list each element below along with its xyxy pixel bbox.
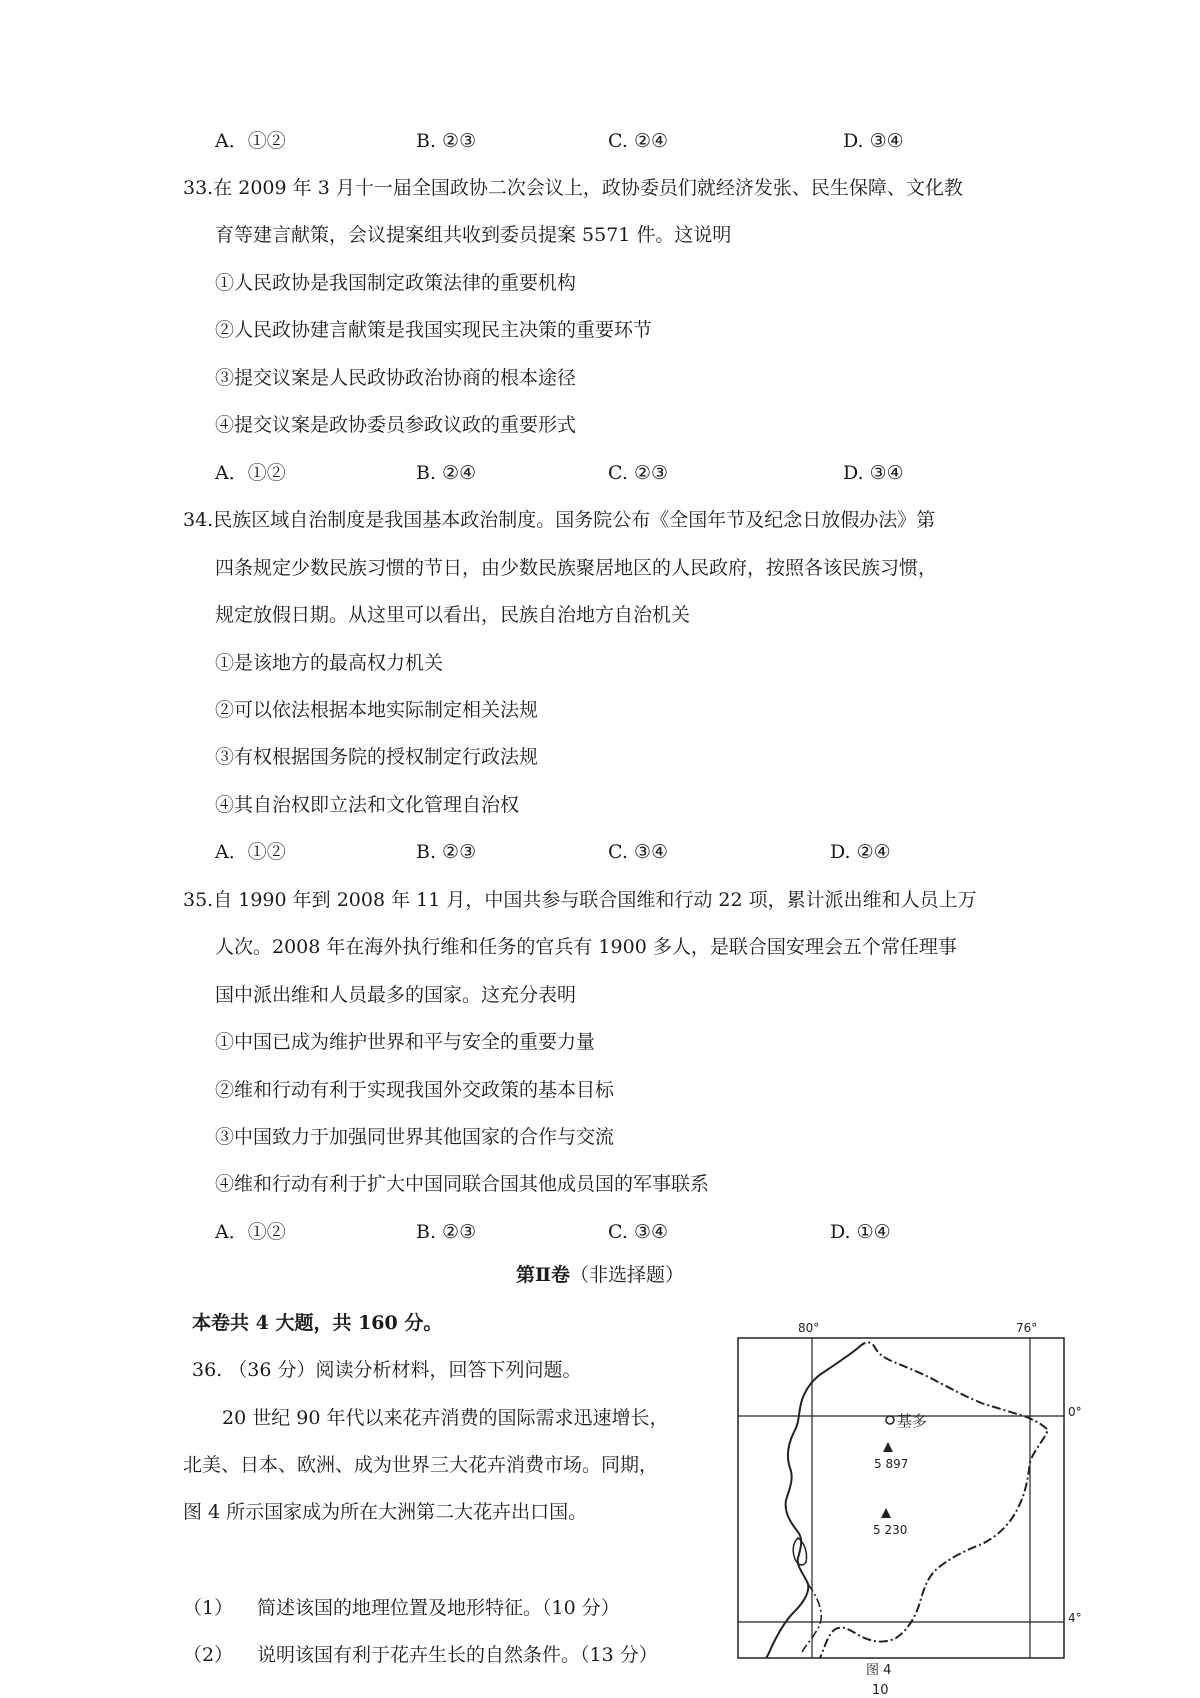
section-title-bold: 第Ⅱ卷 — [515, 1264, 570, 1286]
q33-option-b: B. ②④ — [416, 462, 477, 484]
city-marker — [886, 1416, 894, 1424]
q33-option-d: D. ③④ — [843, 462, 904, 484]
q34-option-b: B. ②③ — [416, 841, 477, 863]
q36-para-line-2: 北美、日本、欧洲、成为世界三大花卉消费市场。同期， — [183, 1454, 659, 1476]
q32-option-a: A．①② — [215, 130, 286, 152]
q33-item-2: ②人民政协建言献策是我国实现民主决策的重要环节 — [215, 319, 653, 341]
lon-label-76: 76° — [1016, 1321, 1038, 1335]
peak-icon — [883, 1442, 893, 1452]
q35-option-a: A．①② — [215, 1221, 286, 1243]
q35-option-c: C. ③④ — [608, 1221, 669, 1243]
q34-item-3: ③有权根据国务院的授权制定行政法规 — [215, 746, 539, 768]
city-label: 基多 — [897, 1412, 928, 1430]
q35-item-2: ②维和行动有利于实现我国外交政策的基本目标 — [215, 1079, 615, 1101]
q34-option-d: D. ②④ — [830, 841, 891, 863]
q33-stem-line-2: 育等建言献策，会议提案组共收到委员提案 5571 件。这说明 — [215, 224, 732, 246]
q36-sub-2-text: 说明该国有利于花卉生长的自然条件。（13 分） — [257, 1644, 658, 1666]
q35-option-d: D. ①④ — [830, 1221, 891, 1243]
national-border — [820, 1342, 1048, 1658]
q33-option-a: A．①② — [215, 462, 286, 484]
q34-item-4: ④其自治权即立法和文化管理自治权 — [215, 794, 520, 816]
peak-icon — [881, 1508, 891, 1518]
q32-option-d: D. ③④ — [843, 130, 904, 152]
q35-stem-line-1: 35.自 1990 年到 2008 年 11 月，中国共参与联合国维和行动 22 项，累计派出维和人员上万 — [183, 889, 977, 911]
q35-stem-line-3: 国中派出维和人员最多的国家。这充分表明 — [215, 984, 577, 1006]
q35-stem-line-2: 人次。2008 年在海外执行维和任务的官兵有 1900 多人，是联合国安理会五个常任理事 — [215, 936, 957, 958]
section-intro: 本卷共 4 大题，共 160 分。 — [192, 1312, 443, 1334]
lon-label-80: 80° — [798, 1321, 820, 1335]
q34-item-1: ①是该地方的最高权力机关 — [215, 652, 444, 674]
q36-para-line-1: 20 世纪 90 年代以来花卉消费的国际需求迅速增长， — [222, 1407, 669, 1429]
page-number: 10 — [872, 1683, 889, 1698]
q35-item-1: ①中国已成为维护世界和平与安全的重要力量 — [215, 1031, 596, 1053]
q36-para-line-3: 图 4 所示国家成为所在大洲第二大花卉出口国。 — [183, 1501, 588, 1523]
q34-stem-line-2: 四条规定少数民族习惯的节日，由少数民族聚居地区的人民政府，按照各该民族习惯， — [215, 557, 938, 579]
lat-label-4: 4° — [1068, 1611, 1082, 1625]
q32-option-b: B. ②③ — [416, 130, 477, 152]
section-title-rest: （非选择题） — [570, 1264, 685, 1286]
q33-item-4: ④提交议案是政协委员参政议政的重要形式 — [215, 414, 577, 436]
q33-item-3: ③提交议案是人民政协政治协商的根本途径 — [215, 367, 577, 389]
q32-option-c: C. ②④ — [608, 130, 669, 152]
q34-option-a: A．①② — [215, 841, 286, 863]
q34-stem-line-1: 34.民族区域自治制度是我国基本政治制度。国务院公布《全国年节及纪念日放假办法》第 — [183, 509, 936, 531]
q34-stem-line-3: 规定放假日期。从这里可以看出，民族自治地方自治机关 — [215, 604, 691, 626]
peak-1-label: 5 897 — [874, 1457, 909, 1471]
q36-header: 36. （36 分）阅读分析材料，回答下列问题。 — [192, 1359, 582, 1381]
peak-2-label: 5 230 — [873, 1523, 908, 1537]
q36-sub-1-num: （1） — [183, 1597, 234, 1619]
q33-option-c: C. ②③ — [608, 462, 669, 484]
q35-item-4: ④维和行动有利于扩大中国同联合国其他成员国的军事联系 — [215, 1173, 710, 1195]
lat-label-0: 0° — [1068, 1405, 1082, 1419]
figure-4-map — [728, 1312, 1088, 1698]
q36-sub-1-text: 简述该国的地理位置及地形特征。（10 分） — [257, 1597, 620, 1619]
q34-option-c: C. ③④ — [608, 841, 669, 863]
q33-item-1: ①人民政协是我国制定政策法律的重要机构 — [215, 272, 577, 294]
q33-stem-line-1: 33.在 2009 年 3 月十一届全国政协二次会议上，政协委员们就经济发张、民生保障、文化教 — [183, 177, 963, 199]
q34-item-2: ②可以依法根据本地实际制定相关法规 — [215, 699, 539, 721]
section-title — [0, 1263, 1200, 1287]
q36-sub-2-num: （2） — [183, 1644, 234, 1666]
q35-item-3: ③中国致力于加强同世界其他国家的合作与交流 — [215, 1126, 615, 1148]
figure-caption: 图 4 — [866, 1663, 892, 1678]
q35-option-b: B. ②③ — [416, 1221, 477, 1243]
